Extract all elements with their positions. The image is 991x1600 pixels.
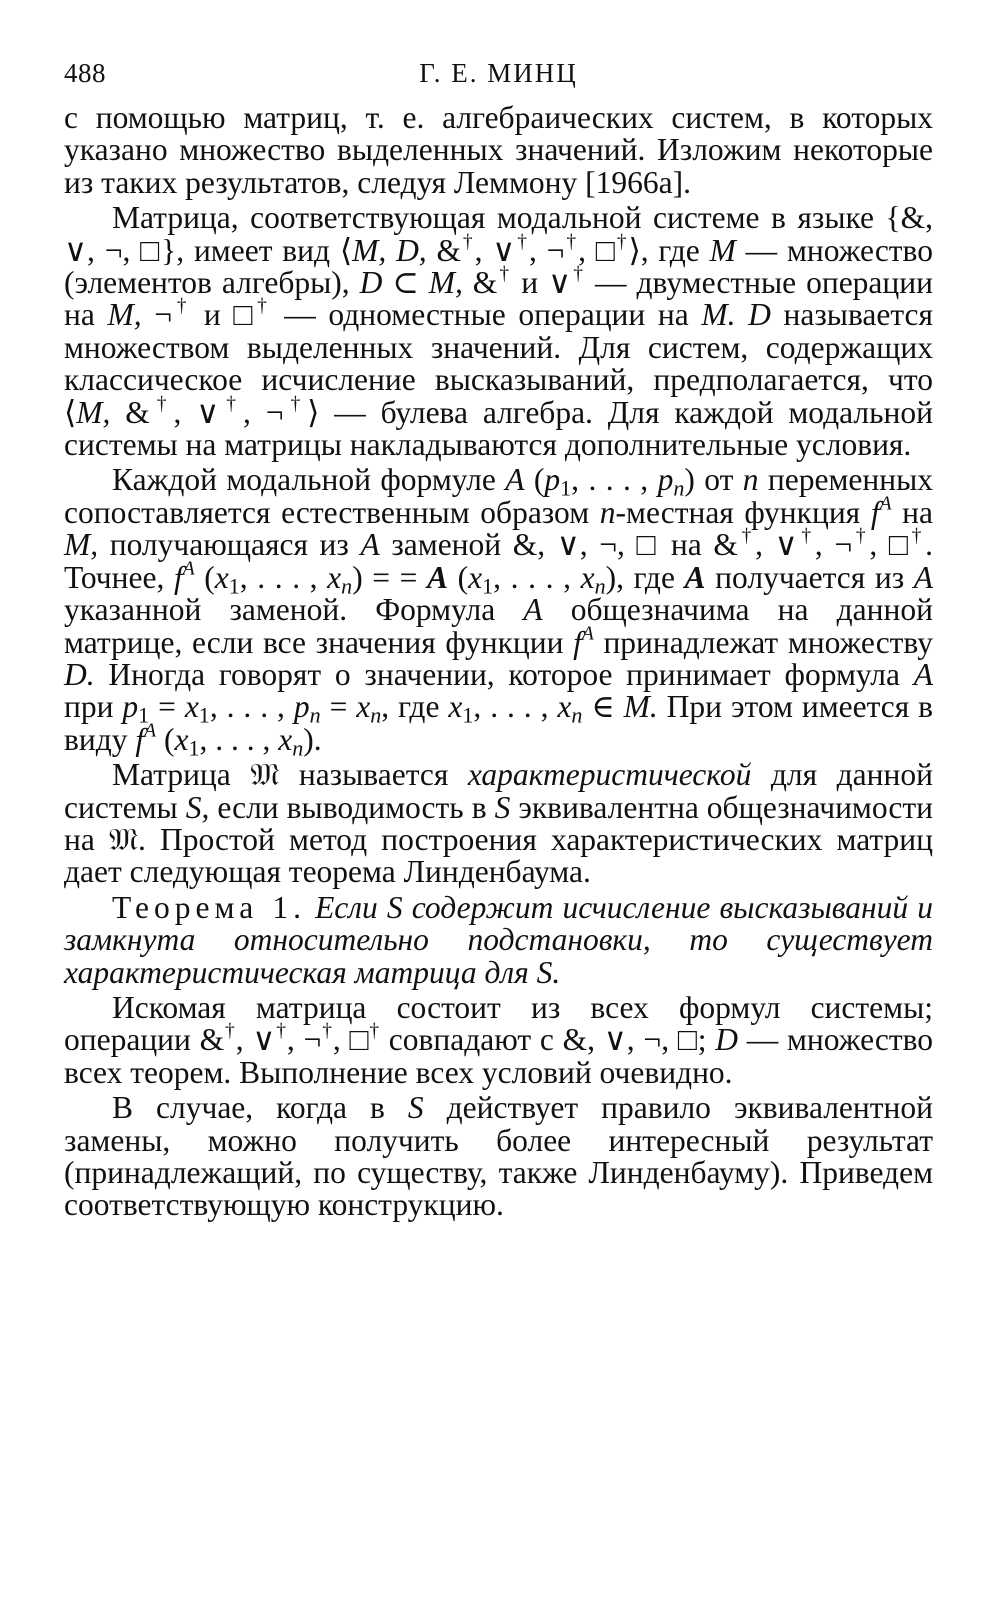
theorem-statement: Если S содержит исчисление высказываний и замкнута относительно подстановки, то существует характеристическая матрица для S. <box>64 889 933 990</box>
main-text <box>64 102 933 1222</box>
paragraph-equivalent-replacement: В случае, когда в S действует правило эквивалентной замены, можно получить более интересный результат (принадлежащий, по существу, также Линденбауму). Приведем соответствующую конструкцию. <box>64 1090 933 1223</box>
paragraph-intro: с помощью матриц, т. е. алгебраических систем, в которых указано множество выделенных значений. Изложим некоторые из таких результатов, следуя Леммону [1966а]. <box>64 100 933 200</box>
paragraph-matrix-definition: Матрица, соответствующая модальной системе в языке {&, ∨, ¬, □}, имеет вид ⟨M, D, &†, ∨†, ¬†, □†⟩, где M — множество (элементов алгебры), D ⊂ M, &† и ∨† — двуместные операции на M, ¬† и □† — одноместные операции на M. D называется множеством выделенных значений. Для систем, содержащих классическое исчисление высказываний, предполагается, что ⟨M, &†, ∨†, ¬†⟩ — булева алгебра. Для каждой модальной системы на матрицы накладываются дополнительные условия. <box>64 200 934 463</box>
running-head: Г. Е. МИНЦ <box>419 58 578 88</box>
paragraph-theorem-1 <box>64 889 933 990</box>
page-header <box>64 58 933 102</box>
theorem-label: Теорема 1. <box>112 889 306 925</box>
paragraph-proof: Искомая матрица состоит из всех формул системы; операции &†, ∨†, ¬†, □† совпадают с &, ∨, ¬, □; D — множество всех теорем. Выполнение всех условий очевидно. <box>64 989 934 1090</box>
paragraph-formula-function: Каждой модальной формуле A ($p_1$, . . . , $p_n$) от n переменных сопоставляется естественным образом n-местная функция $f^A$ на M, получающаяся из A заменой &, ∨, ¬, □ на &†, ∨†, ¬†, □†. Точнее, $f^A$ ($x_1$, . . . , $x_n$) = = A ($x_1$, . . . , $x_n$), где A получается из A указанной заменой. Формула A общезначима на данной матрице, если все значения функции $f^A$ принадлежат множеству D. Иногда говорят о значении, которое принимает формула A при $p_1 = x_1$, . . . , $p_n = x_n$, где $x_1$, . . . , $x_n$ ∈ M. При этом имеется в виду $f^A$ ($x_1$, . . . , $x_n$). <box>64 462 934 761</box>
paragraph-characteristic-matrix: Матрица 𝔐 называется характеристической для данной системы S, если выводимость в S эквивалентна общезначимости на 𝔐. Простой метод построения характеристических матриц дает следующая теорема Линденбаума. <box>64 757 934 890</box>
page-number: 488 <box>64 58 106 88</box>
